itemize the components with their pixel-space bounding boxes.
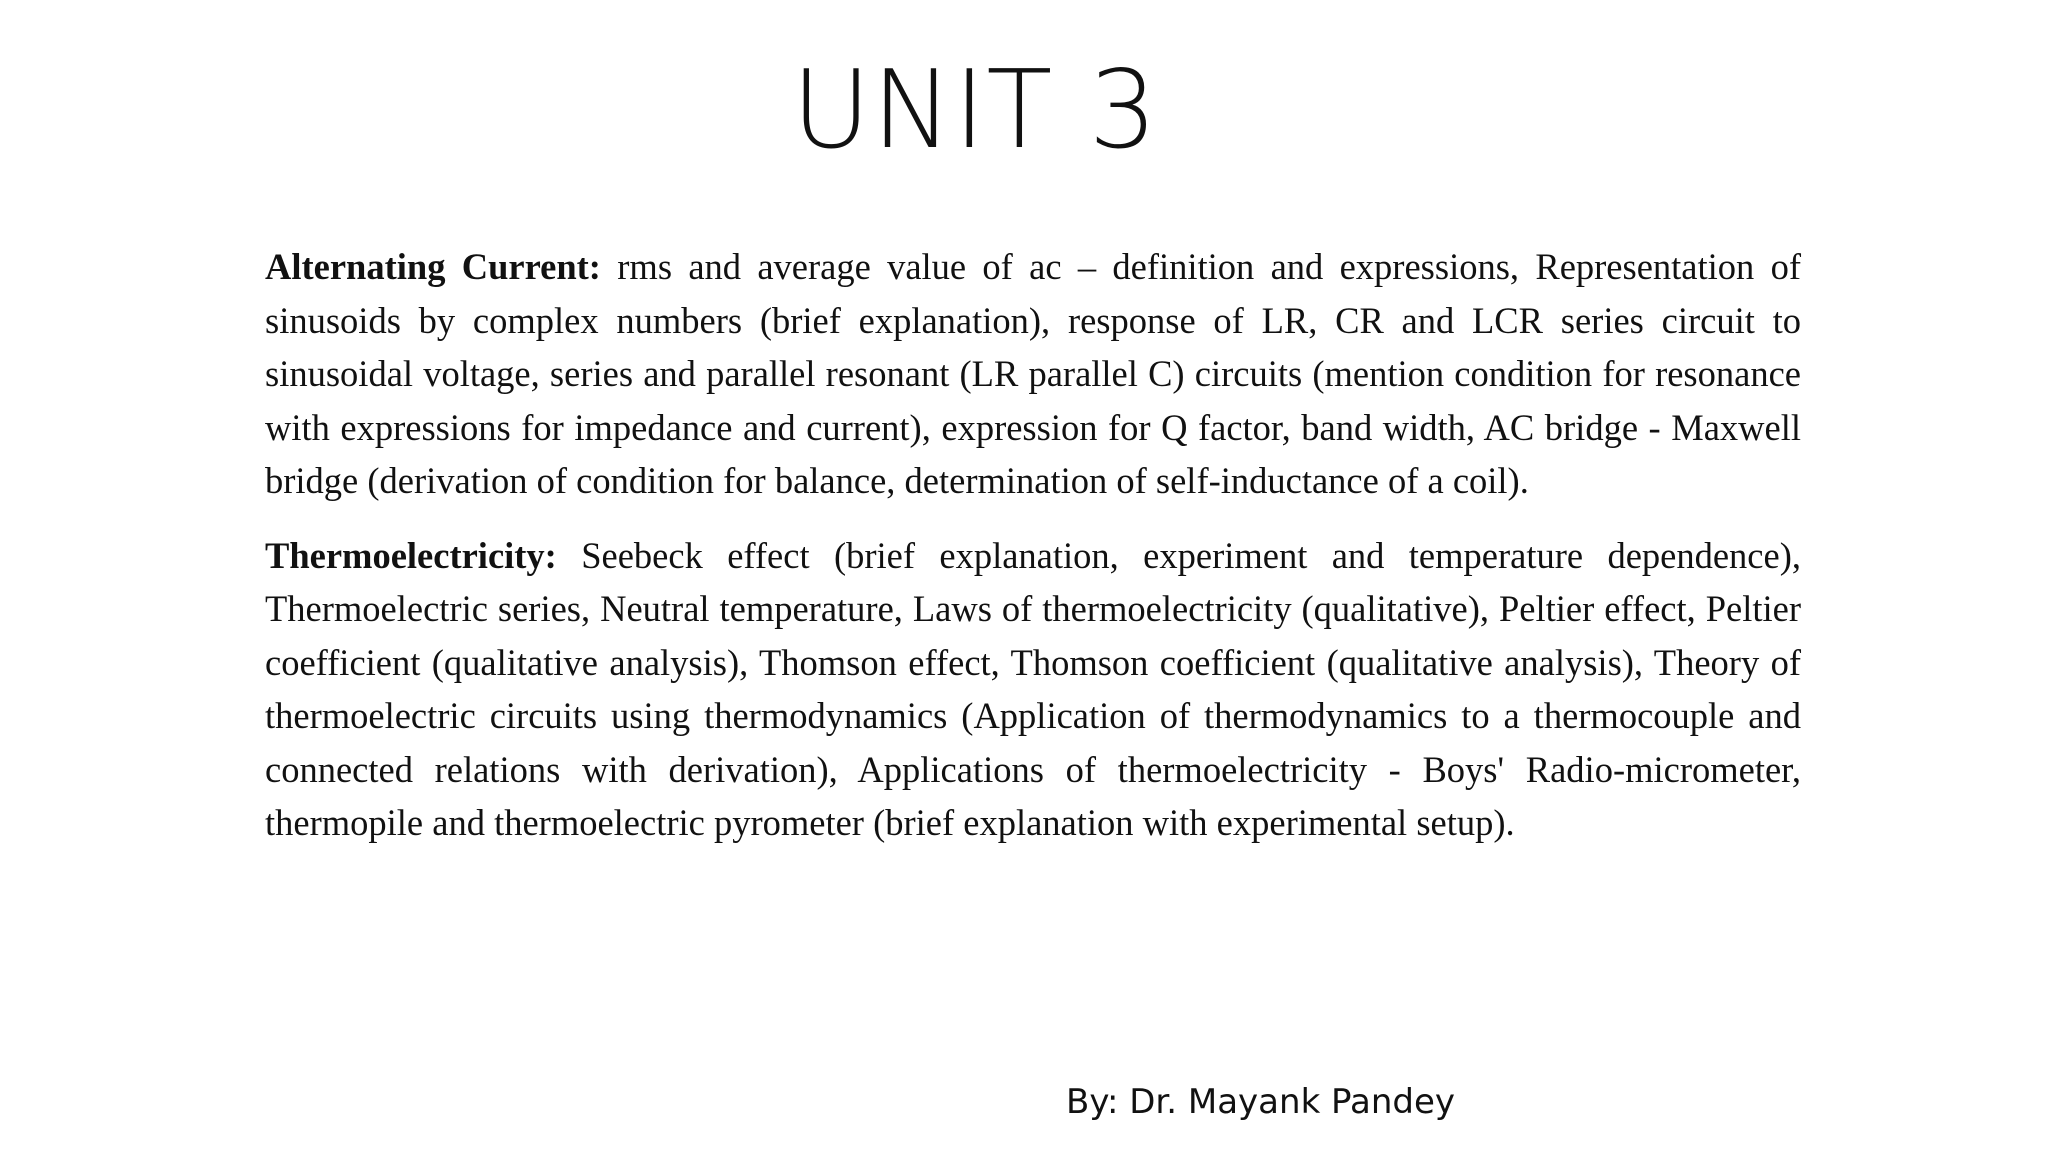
section-heading: Alternating Current: (265, 246, 601, 287)
section-text: Seebeck effect (brief explanation, experiment and temperature dependence), Thermoelectric series, Neutral temperature, Laws of thermoelectricity (qualitative), Peltier effect, Peltier coefficient (qualitative analysis), Thomson effect, Thomson coefficient (qualitative analysis), Theory of thermoelectric circuits using thermodynamics (Application of thermodynamics to a thermocouple and connected relations with derivation), Applications of thermoelectricity - Boys' Radio-micrometer, thermopile and thermoelectric pyrometer (brief explanation with experimental setup). (265, 534, 1801, 843)
slide-body (265, 240, 1801, 871)
section-text: rms and average value of ac – definition and expressions, Representation of sinusoids by complex numbers (brief explanation), response of LR, CR and LCR series circuit to sinusoidal voltage, series and parallel resonant (LR parallel C) circuits (mention condition for resonance with expressions for impedance and current), expression for Q factor, band width, AC bridge - Maxwell bridge (derivation of condition for balance, determination of self-inductance of a coil). (265, 246, 1801, 501)
section-heading: Thermoelectricity: (265, 534, 557, 576)
slide-title: UNIT 3 (791, 48, 1159, 173)
section-thermoelectricity (265, 529, 1801, 850)
author-credit: By: Dr. Mayank Pandey (1066, 1082, 1456, 1122)
section-alternating-current (265, 240, 1801, 508)
